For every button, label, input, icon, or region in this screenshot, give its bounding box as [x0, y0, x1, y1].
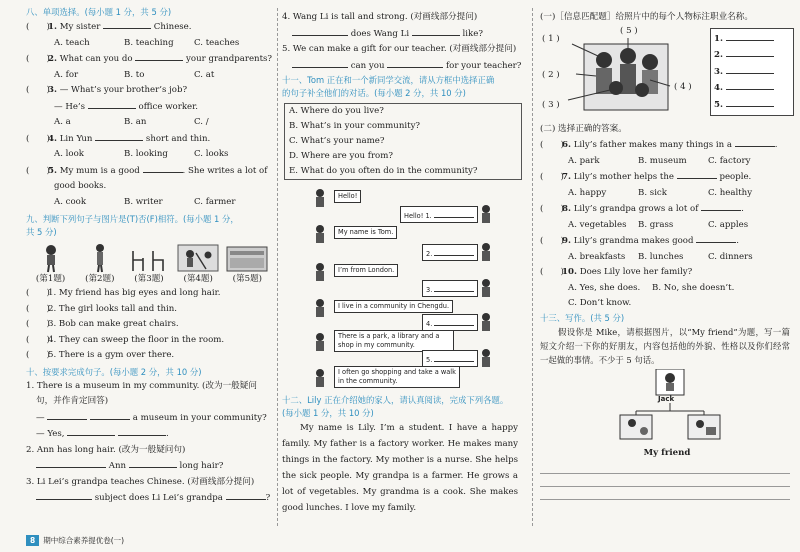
speech-bubble: 5. — [422, 350, 478, 367]
section-12-title: 十二、Lily 正在介绍她的家人，请认真阅读，完成下列各题。 — [282, 395, 509, 405]
answer-box[interactable]: ( ) — [540, 204, 564, 214]
answer-blank[interactable] — [412, 26, 460, 36]
family-photo — [550, 30, 700, 116]
right-column: (一)［信息匹配题］给照片中的每个人物标注职业名称。 ( 1 ) ( 5 ) ( 2 ) ( 3 ) ( 4 ) 1. 2. 3. 4. 5. (二) 选择正确的答案。 ( )6. Lily’s father makes many things in a . A. park B. museum C. factory ( )7. Lily’s mother helps the people. A. happy B. sick C. healthy ( )8. Lily’s grandpa grows a lot of . A. vegetables B. grass C. apples ( )9. Lily’s grandma makes good . A. breakfasts B. lunches C. dinners ( )10. Does Lily love her family? A. Yes, she does. B. No, she doesn’t. C. Don’t know. 十三、写作。(共 5 分) 假设你是 Mike，请根据图片，以“My friend”为题，写一篇短文介绍一下你的好朋友，内容包括他的外貌、性格以及你们经常一起做的事情。不少于 5 句话。 Jack My friend — [540, 0, 794, 552]
answer-blank[interactable] — [129, 458, 177, 468]
answer-blank[interactable] — [726, 80, 774, 90]
speech-bubble: 3. — [422, 280, 478, 297]
answer-blank[interactable] — [434, 352, 474, 362]
girl-icon — [478, 242, 494, 262]
answer-blank[interactable] — [701, 201, 741, 211]
column-divider — [532, 8, 533, 526]
answer-box[interactable]: ( ) — [540, 267, 564, 277]
speech-bubble: There is a park, a library and a shop in my community. — [334, 330, 454, 352]
answer-box[interactable]: ( ) — [26, 350, 50, 360]
section-8-title: 八、单项选择。(每小题 1 分，共 5 分) — [26, 7, 172, 17]
speech-bubble: I often go shopping and take a walk in the community. — [334, 366, 460, 388]
answer-blank[interactable] — [735, 137, 775, 147]
answer-blank[interactable] — [118, 426, 166, 436]
left-column: 八、单项选择。(每小题 1 分，共 5 分) ( )1. My sister Chinese. A. teach B. teaching C. teaches ( )2. What can you do your grandparents? A. for B. to C. at ( )3. — What’s your brother’s job? — He’s office worker. A. a B. an C. / ( )4. Lin Yun short and thin. A. look B. looking C. looks ( )5. My mum is a good . She writes a lot of good books. A. cook B. writer C. farmer 九、判断下列句子与图片是(T)否(F)相符。(每小题 1 分， 共 5 分) (第1题) (第2题) (第3题) (第4题) (第5题) ( )1. My friend has big eyes and long hair. ( )2. The girl looks tall and thin. ( )3. Bob can make great chairs. ( )4. They can sweep the floor in the room. ( )5. There is a gym over there. 十、按要求完成句子。(每小题 2 分，共 10 分) 1. There is a museum in my community. (改为一般疑问 句，并作肯定回答) — a museum in your community? — Yes, . 2. Ann has long hair. (改为一般疑问句) Ann long hair? 3. Li Lei’s grandpa teaches Chinese. (对画线部分提问) subject does Li Lei’s grandpa ? — [26, 7, 272, 503]
answer-blank[interactable] — [143, 163, 183, 173]
answer-blank[interactable] — [726, 97, 774, 107]
job-label-box: 1. 2. 3. 4. 5. — [710, 28, 794, 117]
question: ( )9. Lily’s grandma makes good . A. breakfasts B. lunches C. dinners — [540, 233, 794, 265]
writing-title: My friend — [643, 447, 691, 458]
speech-bubble: Hello! — [334, 190, 361, 203]
dialogue-panel — [282, 186, 522, 394]
picture-strip — [26, 243, 272, 273]
answer-blank[interactable] — [47, 410, 87, 420]
speech-bubble: I’m from London. — [334, 264, 398, 277]
answer-blank[interactable] — [135, 51, 183, 61]
footer-title: 期中综合素养提优卷(一) — [43, 536, 125, 545]
section-10-title: 十、按要求完成句子。(每小题 2 分，共 10 分) — [26, 366, 202, 377]
options-box: A. Where do you live? B. What’s in your community? C. What’s your name? D. Where are you from? E. What do you often do in the community? — [284, 103, 522, 180]
question: ( )7. Lily’s mother helps the people. A. happy B. sick C. healthy — [540, 169, 794, 201]
question: ( )1. My sister Chinese. A. teach B. teaching C. teaches — [26, 19, 272, 51]
writing-prompt: 假设你是 Mike，请根据图片，以“My friend”为题，写一篇短文介绍一下你的好朋友，内容包括他的外貌、性格以及你们经常一起做的事情。不少于 5 句话。 — [540, 326, 790, 365]
section-13-title: 十三、写作。(共 5 分) — [540, 312, 625, 323]
speech-bubble: Hello! 1. — [400, 206, 478, 223]
answer-blank[interactable] — [726, 31, 774, 41]
answer-blank[interactable] — [95, 131, 143, 141]
answer-box[interactable]: ( ) — [26, 288, 50, 298]
answer-blank[interactable] — [434, 316, 474, 326]
boy-icon — [312, 188, 328, 208]
answer-blank[interactable] — [387, 58, 443, 68]
answer-blank[interactable] — [292, 26, 348, 36]
reading-passage: My name is Lily. I’m a student. I have a happy family. My father is a factory worker. He makes many things in the factory. My mother is a nurse. She helps the sick people. My grandpa is a farmer. He grows a lot of vegetables. My grandma is a cook. She makes good lunches. I love my family. — [282, 423, 518, 513]
answer-box[interactable]: ( ) — [26, 85, 50, 95]
section-11-title: 十一、Tom 正在和一个新同学交流，请从方框中选择正确 — [282, 75, 495, 85]
question: ( )3. — What’s your brother’s job? — He’s office worker. A. a B. an C. / — [26, 85, 209, 127]
answer-box[interactable]: ( ) — [26, 133, 50, 144]
answer-box[interactable]: ( ) — [540, 172, 564, 182]
answer-box[interactable]: ( ) — [26, 22, 50, 32]
page-footer — [26, 535, 124, 546]
answer-blank[interactable] — [677, 169, 717, 179]
chairs-picture — [127, 243, 171, 273]
jack-label: Jack — [658, 394, 675, 403]
friend-diagram-svg — [610, 369, 730, 441]
answer-box[interactable]: ( ) — [540, 140, 564, 150]
answer-blank[interactable] — [103, 19, 151, 29]
answer-box[interactable]: ( ) — [26, 334, 50, 345]
answer-box[interactable]: ( ) — [540, 236, 564, 246]
girl-picture — [29, 243, 73, 273]
answer-blank[interactable] — [434, 208, 474, 218]
answer-box[interactable]: ( ) — [26, 165, 50, 176]
answer-blank[interactable] — [36, 490, 92, 500]
section-9-title: 九、判断下列句子与图片是(T)否(F)相符。(每小题 1 分， — [26, 214, 239, 224]
answer-blank[interactable] — [434, 246, 474, 256]
answer-blank[interactable] — [36, 458, 106, 468]
speech-bubble: I live in a community in Chengdu. — [334, 300, 453, 313]
family-photo-area: ( 1 ) ( 5 ) ( 2 ) ( 3 ) ( 4 ) 1. 2. 3. 4. 5. — [540, 26, 794, 122]
answer-blank[interactable] — [726, 64, 774, 74]
girl-icon — [478, 204, 494, 224]
question: ( )6. Lily’s father makes many things in a . A. park B. museum C. factory — [540, 137, 794, 169]
speech-bubble: My name is Tom. — [334, 226, 397, 239]
question: ( )10. Does Lily love her family? A. Yes, she does. B. No, she doesn’t. C. Don’t know. — [540, 267, 735, 308]
answer-blank[interactable] — [292, 58, 348, 68]
question: ( )8. Lily’s grandpa grows a lot of . A. vegetables B. grass C. apples — [540, 201, 794, 233]
speech-bubble: 2. — [422, 244, 478, 261]
speech-bubble: 4. — [422, 314, 478, 331]
writing-lines[interactable] — [540, 461, 794, 500]
boy-icon — [312, 224, 328, 244]
girl-icon — [478, 312, 494, 332]
answer-blank[interactable] — [90, 410, 130, 420]
girl-icon — [478, 278, 494, 298]
answer-blank[interactable] — [696, 233, 736, 243]
question: ( )5. My mum is a good . She writes a lot of good books. A. cook B. writer C. farmer — [26, 163, 272, 211]
question: ( )2. What can you do your grandparents? A. for B. to C. at — [26, 51, 272, 83]
girl-icon — [478, 348, 494, 368]
answer-blank[interactable] — [67, 426, 115, 436]
boy-icon — [312, 262, 328, 282]
column-divider — [277, 8, 278, 526]
answer-box[interactable]: ( ) — [26, 303, 50, 314]
answer-blank[interactable] — [226, 490, 266, 500]
boy-icon — [312, 368, 328, 388]
tall-girl-picture — [78, 243, 122, 273]
sweeping-picture — [176, 243, 220, 273]
boy-icon — [312, 298, 328, 318]
gym-picture — [225, 243, 269, 273]
answer-box[interactable]: ( ) — [26, 54, 50, 64]
answer-box[interactable]: ( ) — [26, 319, 50, 329]
page-number: 8 — [26, 535, 39, 546]
middle-column: 4. Wang Li is tall and strong. (对画线部分提问) does Wang Li like? 5. We can make a gift for our teacher. (对画线部分提问) can you for your teacher? 十一、Tom 正在和一个新同学交流，请从方框中选择正确 的句子补全他们的对话。(每小题 2 分，共 10 分) A. Where do you live? B. What’s in your community? C. What’s your name? D. Where are you from? E. What do you often do in the community? Hello! Hello! 1. My name is Tom. 2. I’m from London. 3. I live in a community in Chengdu. 4. There is a park, a library and a shop in my community. 5. I often go shopping and take a walk in the community. 十二、Lily 正在介绍她的家人，请认真阅读，完成下列各题。 (每小题 1 分，共 10 分) My name is Lily. I’m a student. I have a happy family. My father is a factory worker. He makes many things in the factory. My mother is a nurse. She helps the sick people. My grandpa is a farmer. He grows a lot of vegetables. My grandma is a cook. She makes good lunches. I love my family. — [282, 0, 522, 552]
answer-blank[interactable] — [726, 47, 774, 57]
question: ( )4. Lin Yun short and thin. A. look B. looking C. looks — [26, 131, 272, 163]
answer-blank[interactable] — [434, 282, 474, 292]
boy-icon — [312, 332, 328, 352]
answer-blank[interactable] — [88, 99, 136, 109]
friend-diagram — [540, 367, 794, 447]
